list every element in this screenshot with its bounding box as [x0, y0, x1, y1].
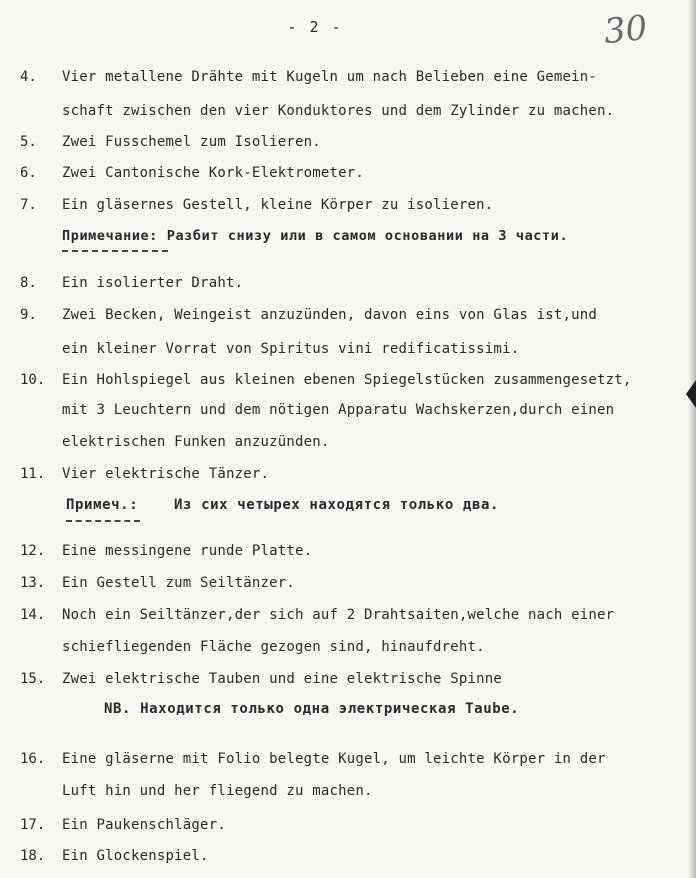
item-number: 14. [20, 607, 46, 623]
list-item [0, 540, 696, 562]
item-text: Noch ein Seiltänzer,der sich auf 2 Drahtsaiten,welche nach einer [62, 607, 615, 623]
list-item-continuation [0, 399, 696, 421]
remark-note: Из сих четырех находятся только два. [174, 497, 500, 513]
list-item [0, 369, 696, 391]
list-item [0, 272, 696, 294]
list-item [0, 668, 696, 690]
item-text: Ein isolierter Draht. [62, 275, 244, 291]
item-number: 18. [20, 848, 46, 864]
item-number: 8. [20, 275, 37, 291]
list-item [0, 131, 696, 153]
item-number: 16. [20, 751, 46, 767]
remark-note: NB. Находится только одна электрическая Тaube. [104, 701, 520, 717]
list-item [0, 845, 696, 867]
list-item-continuation [0, 100, 696, 122]
item-text: ein kleiner Vorrat von Spiritus vini redificatissimi. [62, 341, 520, 357]
item-text: Ein Gestell zum Seiltänzer. [62, 575, 295, 591]
list-item [0, 304, 696, 326]
item-number: 11. [20, 466, 46, 482]
item-number: 12. [20, 543, 46, 559]
item-text: schaft zwischen den vier Konduktores und dem Zylinder zu machen. [62, 103, 615, 119]
scan-edge-shadow [688, 0, 696, 878]
remark-label: Примеч.: [66, 497, 139, 513]
item-number: 4. [20, 69, 37, 85]
list-item [0, 162, 696, 184]
item-text: schiefliegenden Fläche gezogen sind, hinaufdreht. [62, 639, 485, 655]
item-text: Vier metallene Drähte mit Kugeln um nach Belieben eine Gemein- [62, 69, 597, 85]
handwritten-page-mark: 30 [602, 7, 650, 53]
list-item-continuation [0, 431, 696, 453]
item-text: Ein gläsernes Gestell, kleine Körper zu isolieren. [62, 197, 494, 213]
item-number: 10. [20, 372, 46, 388]
item-number: 15. [20, 671, 46, 687]
note-underline [66, 520, 140, 522]
page-number: - 2 - [287, 18, 343, 36]
list-item [0, 748, 696, 770]
item-text: Zwei Becken, Weingeist anzuzünden, davon eins von Glas ist,und [62, 307, 597, 323]
item-text: Zwei Cantonische Kork-Elektrometer. [62, 165, 365, 181]
item-number: 13. [20, 575, 46, 591]
item-text: Zwei Fusschemel zum Isolieren. [62, 134, 321, 150]
list-item [0, 604, 696, 626]
item-number: 17. [20, 817, 46, 833]
remark-note: Примечание: Разбит снизу или в самом основании на 3 части. [62, 228, 569, 244]
item-number: 7. [20, 197, 37, 213]
list-item [0, 463, 696, 485]
item-text: Ein Hohlspiegel aus kleinen ebenen Spiegelstücken zusammengesetzt, [62, 372, 632, 388]
item-text: Ein Glockenspiel. [62, 848, 209, 864]
item-number: 9. [20, 307, 37, 323]
list-item-continuation [0, 636, 696, 658]
item-text: Eine messingene runde Platte. [62, 543, 313, 559]
list-item [0, 194, 696, 216]
item-text: Luft hin und her fliegend zu machen. [62, 783, 373, 799]
item-text: Vier elektrische Tänzer. [62, 466, 270, 482]
list-item-continuation [0, 780, 696, 802]
list-item-continuation [0, 338, 696, 360]
item-number: 6. [20, 165, 37, 181]
list-item [0, 572, 696, 594]
item-text: mit 3 Leuchtern und dem nötigen Apparatu Wachskerzen,durch einen [62, 402, 615, 418]
note-underline [62, 250, 168, 252]
list-item [0, 814, 696, 836]
item-text: elektrischen Funken anzuzünden. [62, 434, 330, 450]
item-number: 5. [20, 134, 37, 150]
item-text: Zwei elektrische Tauben und eine elektrische Spinne [62, 671, 503, 687]
page-edge-marker [686, 380, 696, 408]
list-item [0, 66, 696, 88]
item-text: Eine gläserne mit Folio belegte Kugel, um leichte Körper in der [62, 751, 606, 767]
item-text: Ein Paukenschläger. [62, 817, 226, 833]
